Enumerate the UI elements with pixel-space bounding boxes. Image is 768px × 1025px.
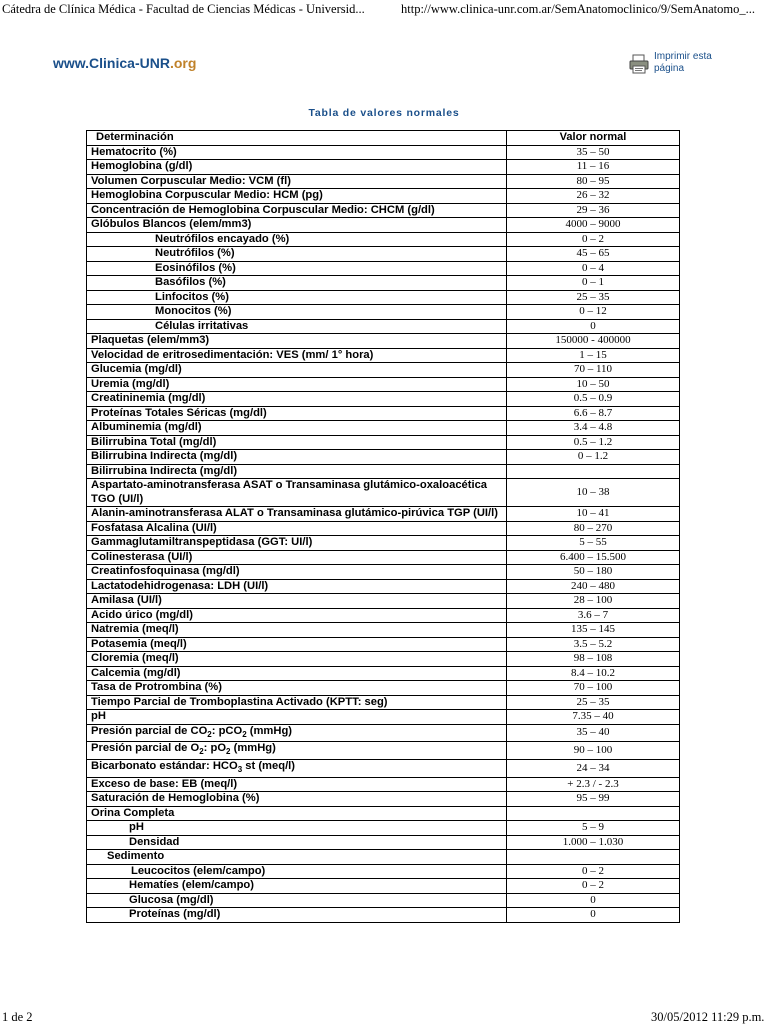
table-header-row <box>87 131 680 146</box>
determination-cell: Basófilos (%) <box>87 276 507 291</box>
printer-icon <box>628 53 650 75</box>
determination-cell: Acido úrico (mg/dl) <box>87 608 507 623</box>
determination-cell: Cloremia (meq/l) <box>87 652 507 667</box>
table-row <box>87 276 680 291</box>
determination-cell: Velocidad de eritrosedimentación: VES (mm/ 1° hora) <box>87 348 507 363</box>
value-cell: 0 – 12 <box>507 305 680 320</box>
value-cell: 0 <box>507 319 680 334</box>
value-cell: 0 – 1.2 <box>507 450 680 465</box>
value-cell: 1 – 15 <box>507 348 680 363</box>
value-cell: 5 – 9 <box>507 821 680 836</box>
determination-cell: Glucemia (mg/dl) <box>87 363 507 378</box>
table-row <box>87 247 680 262</box>
value-cell: 6.6 – 8.7 <box>507 406 680 421</box>
table-row <box>87 348 680 363</box>
determination-cell: Hematíes (elem/campo) <box>87 879 507 894</box>
determination-cell: Células irritativas <box>87 319 507 334</box>
value-cell: 10 – 38 <box>507 479 680 507</box>
determination-cell: Aspartato-aminotransferasa ASAT o Transaminasa glutámico-oxaloacética TGO (UI/l) <box>87 479 507 507</box>
determination-cell: Amilasa (UI/l) <box>87 594 507 609</box>
table-row <box>87 536 680 551</box>
table-row <box>87 218 680 233</box>
site-logo[interactable]: www.Clinica-UNR.org <box>53 55 197 71</box>
value-cell: 28 – 100 <box>507 594 680 609</box>
value-cell: 150000 - 400000 <box>507 334 680 349</box>
value-cell <box>507 464 680 479</box>
value-cell: 25 – 35 <box>507 290 680 305</box>
determination-cell: Volumen Corpuscular Medio: VCM (fl) <box>87 174 507 189</box>
print-label-line1: Imprimir esta <box>654 51 712 62</box>
table-row <box>87 174 680 189</box>
value-cell: 98 – 108 <box>507 652 680 667</box>
table-row <box>87 759 680 777</box>
determination-cell: Bicarbonato estándar: $HCO_3$ st (meq/l) <box>87 759 507 777</box>
table-row <box>87 695 680 710</box>
value-cell: 90 – 100 <box>507 742 680 760</box>
value-cell: 7.35 – 40 <box>507 710 680 725</box>
table-row <box>87 550 680 565</box>
table-row <box>87 406 680 421</box>
table-row <box>87 821 680 836</box>
value-cell: 4000 – 9000 <box>507 218 680 233</box>
determination-cell: Gammaglutamiltranspeptidasa (GGT: UI/l) <box>87 536 507 551</box>
table-row <box>87 319 680 334</box>
table-row <box>87 637 680 652</box>
table-row <box>87 450 680 465</box>
determination-cell: Lactatodehidrogenasa: LDH (UI/l) <box>87 579 507 594</box>
table-row <box>87 464 680 479</box>
table-row <box>87 392 680 407</box>
table-row <box>87 724 680 742</box>
table-row <box>87 710 680 725</box>
value-cell: 5 – 55 <box>507 536 680 551</box>
determination-cell: Calcemia (mg/dl) <box>87 666 507 681</box>
table-row <box>87 363 680 378</box>
table-row <box>87 565 680 580</box>
determination-cell: Bilirrubina Indirecta (mg/dl) <box>87 450 507 465</box>
table-row <box>87 305 680 320</box>
value-cell: 25 – 35 <box>507 695 680 710</box>
determination-cell: Sedimento <box>87 850 507 865</box>
value-cell: 6.400 – 15.500 <box>507 550 680 565</box>
table-row <box>87 189 680 204</box>
table-row <box>87 806 680 821</box>
determination-cell: Linfocitos (%) <box>87 290 507 305</box>
table-row <box>87 879 680 894</box>
value-cell: 29 – 36 <box>507 203 680 218</box>
table-row <box>87 507 680 522</box>
determination-cell: Albuminemia (mg/dl) <box>87 421 507 436</box>
table-row <box>87 479 680 507</box>
value-cell: 8.4 – 10.2 <box>507 666 680 681</box>
value-cell <box>507 806 680 821</box>
table-row <box>87 652 680 667</box>
determination-cell: Uremia (mg/dl) <box>87 377 507 392</box>
value-cell: 0 – 4 <box>507 261 680 276</box>
determination-cell: Hemoglobina (g/dl) <box>87 160 507 175</box>
determination-cell: Densidad <box>87 835 507 850</box>
table-row <box>87 777 680 792</box>
value-cell: 1.000 – 1.030 <box>507 835 680 850</box>
table-row <box>87 261 680 276</box>
print-timestamp: 30/05/2012 11:29 p.m. <box>651 1010 765 1024</box>
value-cell: 0 – 2 <box>507 879 680 894</box>
value-cell: 26 – 32 <box>507 189 680 204</box>
determination-cell: Plaquetas (elem/mm3) <box>87 334 507 349</box>
table-row <box>87 160 680 175</box>
value-cell: 10 – 50 <box>507 377 680 392</box>
determination-cell: Tasa de Protrombina (%) <box>87 681 507 696</box>
determination-cell: Hemoglobina Corpuscular Medio: HCM (pg) <box>87 189 507 204</box>
determination-cell: Neutrófilos encayado (%) <box>87 232 507 247</box>
determination-cell: Glucosa (mg/dl) <box>87 893 507 908</box>
determination-cell: Colinesterasa (UI/l) <box>87 550 507 565</box>
page-header-title: Cátedra de Clínica Médica - Facultad de Ciencias Médicas - Universid... <box>2 2 365 16</box>
print-label-line2: página <box>654 63 685 74</box>
determination-cell: Leucocitos (elem/campo) <box>87 864 507 879</box>
table-row <box>87 594 680 609</box>
determination-cell: Concentración de Hemoglobina Corpuscular Medio: CHCM (g/dl) <box>87 203 507 218</box>
value-cell: 3.6 – 7 <box>507 608 680 623</box>
value-cell: 3.5 – 5.2 <box>507 637 680 652</box>
determination-cell: pH <box>87 821 507 836</box>
determination-cell: Proteínas (mg/dl) <box>87 908 507 923</box>
table-row <box>87 893 680 908</box>
determination-cell: Orina Completa <box>87 806 507 821</box>
column-header-determination: Determinación <box>87 131 507 146</box>
table-row <box>87 232 680 247</box>
value-cell: 35 – 40 <box>507 724 680 742</box>
column-header-value: Valor normal <box>507 131 680 146</box>
value-cell: 35 – 50 <box>507 145 680 160</box>
value-cell: 0 – 1 <box>507 276 680 291</box>
determination-cell: Proteínas Totales Séricas (mg/dl) <box>87 406 507 421</box>
value-cell: 70 – 100 <box>507 681 680 696</box>
table-row <box>87 435 680 450</box>
determination-cell: Neutrófilos (%) <box>87 247 507 262</box>
table-row <box>87 579 680 594</box>
table-row <box>87 908 680 923</box>
determination-cell: Bilirrubina Indirecta (mg/dl) <box>87 464 507 479</box>
determination-cell: Creatininemia (mg/dl) <box>87 392 507 407</box>
determination-cell: Bilirrubina Total (mg/dl) <box>87 435 507 450</box>
table-row <box>87 521 680 536</box>
table-row <box>87 421 680 436</box>
value-cell: 10 – 41 <box>507 507 680 522</box>
table-row <box>87 792 680 807</box>
value-cell: 0 – 2 <box>507 232 680 247</box>
value-cell: 45 – 65 <box>507 247 680 262</box>
page-counter: 1 de 2 <box>2 1010 33 1024</box>
table-row <box>87 608 680 623</box>
value-cell: 0 – 2 <box>507 864 680 879</box>
value-cell: 24 – 34 <box>507 759 680 777</box>
value-cell <box>507 850 680 865</box>
value-cell: 80 – 95 <box>507 174 680 189</box>
table-row <box>87 334 680 349</box>
table-row <box>87 377 680 392</box>
table-row <box>87 681 680 696</box>
page-header-url[interactable]: http://www.clinica-unr.com.ar/SemAnatomoclinico/9/SemAnatomo_... <box>401 2 755 16</box>
table-row <box>87 850 680 865</box>
value-cell: 3.4 – 4.8 <box>507 421 680 436</box>
value-cell: 0.5 – 0.9 <box>507 392 680 407</box>
value-cell: 0.5 – 1.2 <box>507 435 680 450</box>
determination-cell: Tiempo Parcial de Tromboplastina Activado (KPTT: seg) <box>87 695 507 710</box>
determination-cell: Hematocrito (%) <box>87 145 507 160</box>
determination-cell: Glóbulos Blancos (elem/mm3) <box>87 218 507 233</box>
determination-cell: Monocitos (%) <box>87 305 507 320</box>
table-row <box>87 623 680 638</box>
value-cell: 70 – 110 <box>507 363 680 378</box>
page-title: Tabla de valores normales <box>308 107 460 119</box>
normal-values-table <box>86 130 680 923</box>
determination-cell: Potasemia (meq/l) <box>87 637 507 652</box>
value-cell: 80 – 270 <box>507 521 680 536</box>
value-cell: 0 <box>507 893 680 908</box>
value-cell: + 2.3 / - 2.3 <box>507 777 680 792</box>
determination-cell: Presión parcial de $CO_2$: pCO$_2$ (mmHg) <box>87 724 507 742</box>
value-cell: 50 – 180 <box>507 565 680 580</box>
value-cell: 240 – 480 <box>507 579 680 594</box>
determination-cell: Saturación de Hemoglobina (%) <box>87 792 507 807</box>
table-row <box>87 666 680 681</box>
determination-cell: Presión parcial de $O_2$: $pO_2$ (mmHg) <box>87 742 507 760</box>
value-cell: 95 – 99 <box>507 792 680 807</box>
table-row <box>87 742 680 760</box>
value-cell: 135 – 145 <box>507 623 680 638</box>
determination-cell: pH <box>87 710 507 725</box>
determination-cell: Eosinófilos (%) <box>87 261 507 276</box>
table-row <box>87 835 680 850</box>
determination-cell: Exceso de base: EB (meq/l) <box>87 777 507 792</box>
determination-cell: Natremia (meq/l) <box>87 623 507 638</box>
print-button[interactable] <box>628 51 734 75</box>
determination-cell: Fosfatasa Alcalina (UI/l) <box>87 521 507 536</box>
table-row <box>87 145 680 160</box>
determination-cell: Alanin-aminotransferasa ALAT o Transaminasa glutámico-pirúvica TGP (UI/l) <box>87 507 507 522</box>
table-row <box>87 203 680 218</box>
value-cell: 0 <box>507 908 680 923</box>
value-cell: 11 – 16 <box>507 160 680 175</box>
table-row <box>87 290 680 305</box>
table-row <box>87 864 680 879</box>
determination-cell: Creatinfosfoquinasa (mg/dl) <box>87 565 507 580</box>
